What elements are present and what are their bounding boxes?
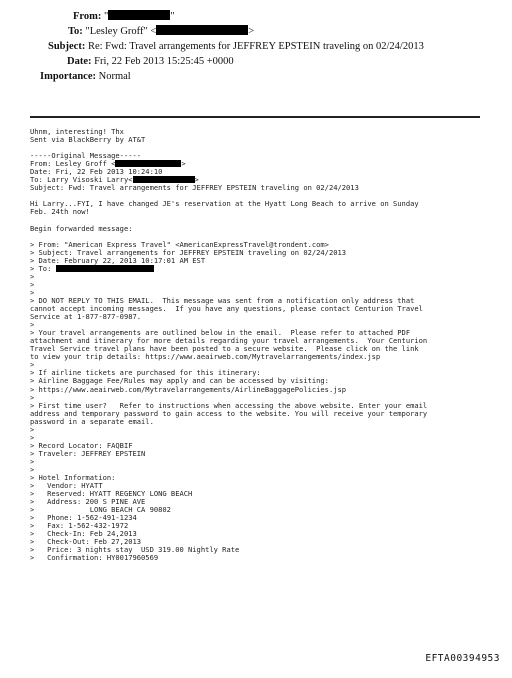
- hotel-info-line: > LONG BEACH CA 90802: [30, 505, 171, 515]
- importance-row: [40, 70, 131, 83]
- date-label: Date:: [67, 56, 92, 67]
- to-label: To:: [68, 26, 83, 37]
- hotel-info-line: > Confirmation: HY0017960569: [30, 553, 159, 563]
- orig-subject-line: Subject: Fwd: Travel arrangements for JEFFREY EPSTEIN traveling on 02/24/2013: [30, 183, 359, 193]
- redaction-box: [108, 10, 170, 20]
- orig-to-close: >: [194, 175, 199, 185]
- noreply-line: > DO NOT REPLY TO THIS EMAIL. This message was sent from a notification only address that: [30, 295, 415, 305]
- airline-line: > If airline tickets are purchased for this itinerary:: [30, 368, 261, 378]
- first-time-line: address and temporary password to gain access to the website. You will receive your temporary: [30, 408, 428, 418]
- fwd-to-line: [30, 265, 500, 273]
- redaction-box: [133, 176, 195, 183]
- quote-marker-line: >: [30, 360, 35, 370]
- orig-to-text: To: Larry Visoski Larry<: [30, 175, 133, 185]
- begin-forwarded-line: Begin forwarded message:: [30, 223, 133, 233]
- hi-line: Hi Larry...FYI, I have changed JE's reservation at the Hyatt Long Beach to arrive on Sunday: [30, 199, 419, 209]
- airline-line: > Airline Baggage Fee/Rules may apply and can be accessed by visiting:: [30, 376, 329, 386]
- from-value-open: ": [104, 11, 109, 22]
- quote-marker-line: >: [30, 456, 35, 466]
- orig-from-close: >: [181, 159, 186, 169]
- hotel-info-line: > Phone: 1-562-491-1234: [30, 513, 137, 523]
- arrangements-line: > Your travel arrangements are outlined below in the email. Please refer to attached PDF: [30, 328, 411, 338]
- arrangements-line: to view your trip details: https://www.aeairweb.com/Mytravelarrangements/index.jsp: [30, 352, 381, 362]
- bates-number: EFTA00394953: [425, 653, 500, 664]
- date-value: Fri, 22 Feb 2013 15:25:45 +0000: [94, 56, 234, 67]
- orig-date-line: Date: Fri, 22 Feb 2013 10:24:10: [30, 167, 163, 177]
- to-value: "Lesley Groff" <: [85, 26, 157, 37]
- date-row: [67, 55, 234, 68]
- header-divider: [30, 116, 480, 118]
- quote-marker-line: >: [30, 392, 35, 402]
- importance-label: Importance:: [40, 71, 96, 82]
- quote-marker-line: >: [30, 320, 35, 330]
- fwd-date-line: > Date: February 22, 2013 10:17:01 AM EST: [30, 255, 206, 265]
- to-row: [68, 25, 254, 38]
- reply-line: Uhnm, interesting! Thx: [30, 127, 124, 136]
- arrangements-line: Travel Service travel plans have been posted to a secure website. Please click on the link: [30, 344, 419, 354]
- traveler-line: > Traveler: JEFFREY EPSTEIN: [30, 448, 146, 458]
- hotel-info-line: > Hotel Information:: [30, 473, 116, 483]
- from-label: From:: [73, 11, 102, 22]
- quote-marker-line: >: [30, 271, 35, 281]
- hotel-info-line: > Address: 200 S PINE AVE: [30, 497, 146, 507]
- quote-marker-line: >: [30, 432, 35, 442]
- message-body: [30, 128, 500, 563]
- importance-value: Normal: [98, 71, 131, 82]
- redaction-box: [115, 160, 181, 167]
- fwd-subject-line: > Subject: Travel arrangements for JEFFREY EPSTEIN traveling on 02/24/2013: [30, 247, 347, 257]
- first-time-line: password in a separate email.: [30, 416, 154, 426]
- quote-marker-line: >: [30, 464, 35, 474]
- reply-line: Sent via BlackBerry by AT&T: [30, 135, 146, 145]
- first-time-line: > First time user? Refer to instructions when accessing the above website. Enter your email: [30, 400, 428, 410]
- orig-from-text: From: Lesley Groff <: [30, 159, 116, 169]
- redaction-box: [156, 25, 248, 35]
- quote-marker-line: >: [30, 424, 35, 434]
- hotel-info-line: > Vendor: HYATT: [30, 481, 103, 491]
- record-locator-line: > Record Locator: FAQBIF: [30, 440, 133, 450]
- hi-line: Feb. 24th now!: [30, 207, 90, 217]
- fwd-to-text: > To:: [30, 263, 56, 273]
- hotel-info-line: > Price: 3 nights stay USD 319.00 Nightly Rate: [30, 545, 240, 555]
- hotel-info-line: > Reserved: HYATT REGENCY LONG BEACH: [30, 489, 193, 499]
- fwd-from-line: > From: "American Express Travel" <AmericanExpressTravel@trondent.com>: [30, 239, 329, 249]
- noreply-line: cannot accept incoming messages. If you have any questions, please contact Centurion Travel: [30, 304, 423, 314]
- quote-marker-line: >: [30, 287, 35, 297]
- original-message-header: -----Original Message-----: [30, 151, 142, 161]
- to-value-close: >: [248, 26, 255, 37]
- airline-line: > https://www.aeairweb.com/Mytravelarrangements/AirlineBaggagePolicies.jsp: [30, 384, 347, 394]
- email-header: [0, 0, 512, 120]
- subject-label: Subject:: [48, 41, 86, 52]
- hotel-info-line: > Check-Out: Feb 27,2013: [30, 537, 142, 547]
- redaction-box: [56, 265, 154, 272]
- quote-marker-line: >: [30, 279, 35, 289]
- subject-value: Re: Fwd: Travel arrangements for JEFFREY EPSTEIN traveling on 02/24/2013: [87, 41, 424, 52]
- noreply-line: Service at 1-877-877-0987.: [30, 312, 142, 322]
- arrangements-line: attachment and itinerary for more details regarding your travel arrangements. Your Centurion: [30, 336, 428, 346]
- hotel-info-line: > Check-In: Feb 24,2013: [30, 529, 137, 539]
- subject-row: [48, 40, 424, 53]
- from-row: [73, 10, 175, 23]
- from-value-close: ": [170, 11, 175, 22]
- hotel-info-line: > Fax: 1-562-432-1972: [30, 521, 129, 531]
